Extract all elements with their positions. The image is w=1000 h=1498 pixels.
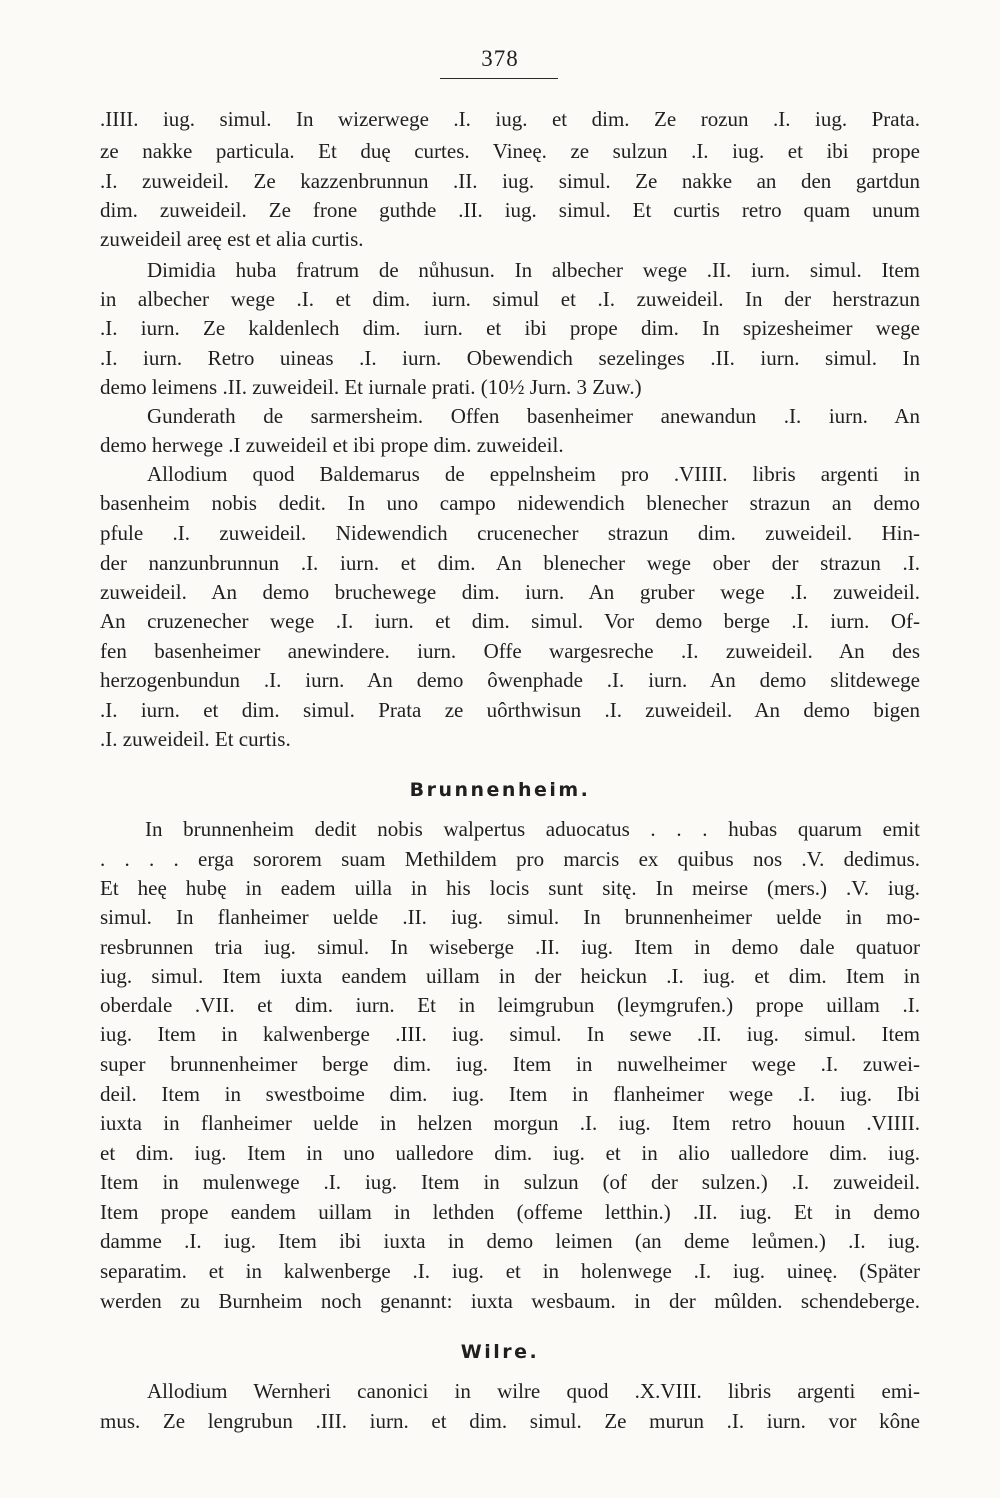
text-line: Dimidia huba fratrum de nůhusun. In albecher wege .II. iurn. simul. Item [147, 258, 920, 282]
text-line: fen basenheimer anewindere. iurn. Offe wargesreche .I. zuweideil. An des [100, 639, 920, 663]
text-line: ze nakke particula. Et duę curtes. Vineę. ze sulzun .I. iug. et ibi prope [100, 139, 920, 163]
text-line: . . . . erga sororem suam Methildem pro marcis ex quibus nos .V. dedimus. [100, 847, 920, 871]
text-line: zuweideil areę est et alia curtis. [100, 227, 364, 251]
text-line: mus. Ze lengrubun .III. iurn. et dim. simul. Ze murun .I. iurn. vor kône [100, 1409, 920, 1433]
text-line: Allodium Wernheri canonici in wilre quod .X.VIII. libris argenti emi- [147, 1379, 920, 1403]
text-line: demo leimens .II. zuweideil. Et iurnale prati. (10½ Jurn. 3 Zuw.) [100, 375, 642, 399]
text-line: .I. iurn. Retro uineas .I. iurn. Obewendich sezelinges .II. iurn. simul. In [100, 346, 920, 370]
text-line: basenheim nobis dedit. In uno campo nidewendich blenecher strazun an demo [100, 491, 920, 515]
text-line: et dim. iug. Item in uno ualledore dim. iug. et in alio ualledore dim. iug. [100, 1141, 920, 1165]
text-line: .I. zuweideil. Ze kazzenbrunnun .II. iug. simul. Ze nakke an den gartdun [100, 169, 920, 193]
text-line: zuweideil. An demo bruchewege dim. iurn. An gruber wege .I. zuweideil. [100, 580, 920, 604]
text-line: Allodium quod Baldemarus de eppelnsheim pro .VIIII. libris argenti in [147, 462, 920, 486]
text-line: Item in mulenwege .I. iug. Item in sulzun (of der sulzen.) .I. zuweideil. [100, 1170, 920, 1194]
section-heading: Wilre. [460, 1341, 540, 1363]
text-line: separatim. et in kalwenberge .I. iug. et in holenwege .I. iug. uineę. (Später [100, 1259, 920, 1283]
section-heading: Brunnenheim. [409, 779, 591, 801]
text-line: der nanzunbrunnun .I. iurn. et dim. An blenecher wege ober der strazun .I. [100, 551, 920, 575]
text-line: .I. iurn. Ze kaldenlech dim. iurn. et ibi prope dim. In spizesheimer wege [100, 316, 920, 340]
text-line: oberdale .VII. et dim. iurn. Et in leimgrubun (leymgrufen.) prope uillam .I. [100, 993, 920, 1017]
text-line: deil. Item in swestboime dim. iug. Item in flanheimer wege .I. iug. Ibi [100, 1082, 920, 1106]
text-line: demo herwege .I zuweideil et ibi prope dim. zuweideil. [100, 433, 564, 457]
text-line: in albecher wege .I. et dim. iurn. simul et .I. zuweideil. In der herstrazun [100, 287, 920, 311]
text-line: dim. zuweideil. Ze frone guthde .II. iug. simul. Et curtis retro quam unum [100, 198, 920, 222]
text-line: damme .I. iug. Item ibi iuxta in demo leimen (an deme leůmen.) .I. iug. [100, 1229, 920, 1253]
text-line: herzogenbundun .I. iurn. An demo ôwenphade .I. iurn. An demo slitdewege [100, 668, 920, 692]
text-line: simul. In flanheimer uelde .II. iug. simul. In brunnenheimer uelde in mo- [100, 905, 920, 929]
text-line: Gunderath de sarmersheim. Offen basenheimer anewandun .I. iurn. An [147, 404, 920, 428]
header-rule [440, 78, 558, 79]
text-line: super brunnenheimer berge dim. iug. Item in nuwelheimer wege .I. zuwei- [100, 1052, 920, 1076]
text-line: iug. simul. Item iuxta eandem uillam in der heickun .I. iug. et dim. Item in [100, 964, 920, 988]
text-line: iug. Item in kalwenberge .III. iug. simul. In sewe .II. iug. simul. Item [100, 1022, 920, 1046]
text-line: .IIII. iug. simul. In wizerwege .I. iug. et dim. Ze rozun .I. iug. Prata. [100, 107, 920, 131]
text-line: Et heę hubę in eadem uilla in his locis sunt sitę. In meirse (mers.) .V. iug. [100, 876, 920, 900]
text-line: iuxta in flanheimer uelde in helzen morgun .I. iug. Item retro houun .VIIII. [100, 1111, 920, 1135]
text-line: pfule .I. zuweideil. Nidewendich crucenecher strazun dim. zuweideil. Hin- [100, 521, 920, 545]
text-line: An cruzenecher wege .I. iurn. et dim. simul. Vor demo berge .I. iurn. Of- [100, 609, 920, 633]
text-line: resbrunnen tria iug. simul. In wiseberge .II. iug. Item in demo dale quatuor [100, 935, 920, 959]
page-number: 378 [481, 46, 519, 71]
text-line: Item prope eandem uillam in lethden (offeme letthin.) .II. iug. Et in demo [100, 1200, 920, 1224]
text-line: werden zu Burnheim noch genannt: iuxta wesbaum. in der mûlden. schendeberge. [100, 1289, 920, 1313]
text-line: .I. iurn. et dim. simul. Prata ze uôrthwisun .I. zuweideil. An demo bigen [100, 698, 920, 722]
text-line: In brunnenheim dedit nobis walpertus aduocatus . . . hubas quarum emit [145, 817, 920, 841]
text-line: .I. zuweideil. Et curtis. [100, 727, 291, 751]
